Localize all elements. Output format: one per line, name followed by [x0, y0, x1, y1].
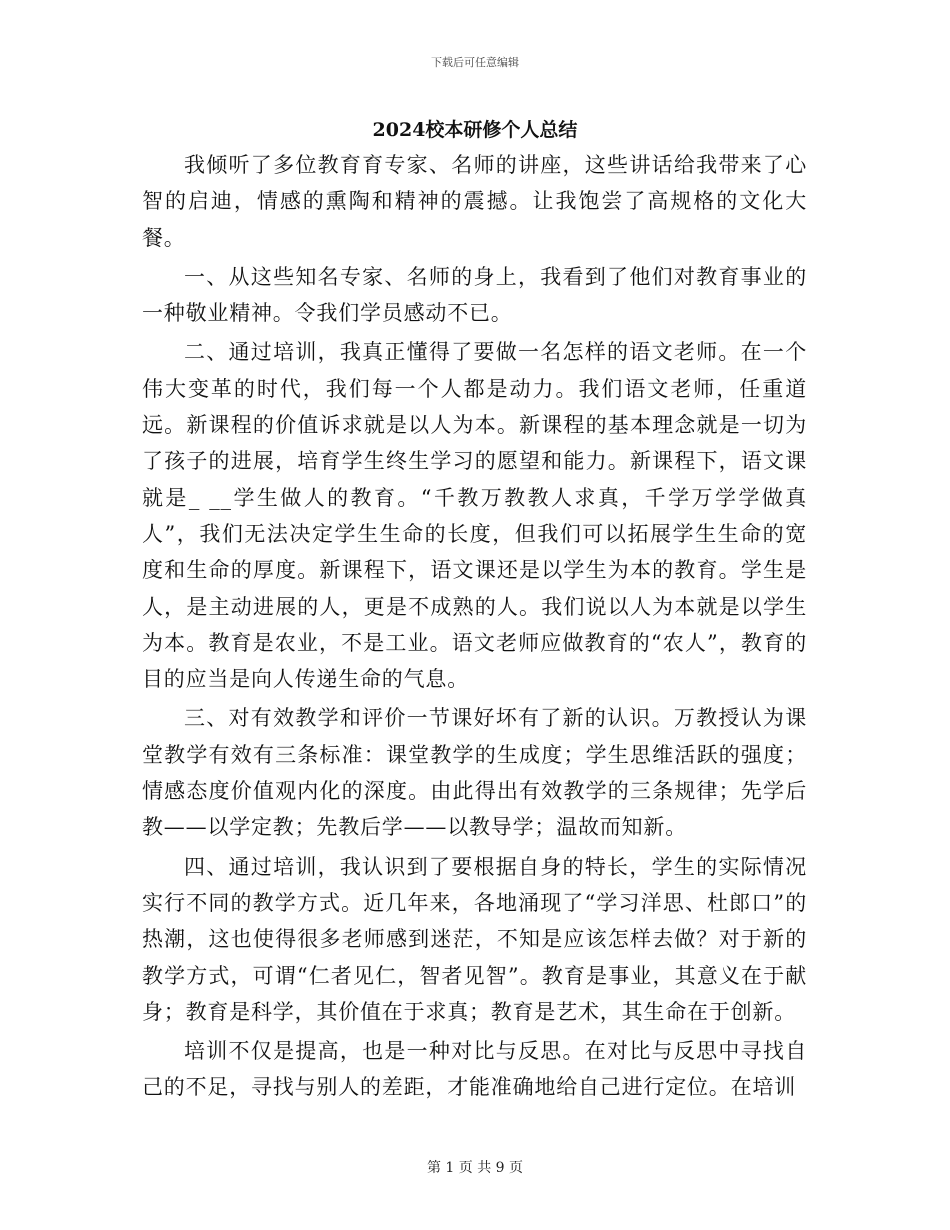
- paragraph-point-2: 二、通过培训，我真正懂得了要做一名怎样的语文老师。在一个伟大变革的时代，我们每一个人都是动力。我们语文老师，任重道远。新课程的价值诉求就是以人为本。新课程的基本理念就是一切为了孩子的进展，培育学生终生学习的愿望和能力。新课程下，语文课就是_ __学生做人的教育。“千教万教教人求真，千学万学学做真人”，我们无法决定学生生命的长度，但我们可以拓展学生生命的宽度和生命的厚度。新课程下，语文课还是以学生为本的教育。学生是人，是主动进展的人，更是不成熟的人。我们说以人为本就是以学生为本。教育是农业，不是工业。语文老师应做教育的“农人”，教育的目的应当是向人传递生命的气息。: [142, 340, 807, 692]
- page-footer: 第 1 页 共 9 页: [426, 1160, 524, 1176]
- paragraph-point-4: 四、通过培训，我认识到了要根据自身的特长，学生的实际情况实行不同的教学方式。近几年来，各地涌现了“学习洋思、杜郎口”的热潮，这也使得很多老师感到迷茫，不知是应该怎样去做？对于新的教学方式，可谓“仁者见仁，智者见智”。教育是事业，其意义在于献身；教育是科学，其价值在于求真；教育是艺术，其生命在于创新。: [142, 854, 807, 1024]
- document-title: 2024校本研修个人总结: [372, 119, 578, 141]
- paragraph-intro: 我倾听了多位教育育专家、名师的讲座，这些讲话给我带来了心智的启迪，情感的熏陶和精神的震撼。让我饱尝了高规格的文化大餐。: [142, 153, 807, 250]
- page-header: 下载后可任意编辑: [431, 56, 519, 69]
- paragraph-point-1: 一、从这些知名专家、名师的身上，我看到了他们对教育事业的一种敬业精神。令我们学员感动不已。: [142, 264, 807, 326]
- paragraph-reflection: 培训不仅是提高，也是一种对比与反思。在对比与反思中寻找自己的不足，寻找与别人的差距，才能准确地给自己进行定位。在培训: [142, 1039, 807, 1100]
- paragraph-point-3: 三、对有效教学和评价一节课好坏有了新的认识。万教授认为课堂教学有效有三条标准：课堂教学的生成度；学生思维活跃的强度；情感态度价值观内化的深度。由此得出有效教学的三条规律；先学后教——以学定教；先教后学——以教导学；温故而知新。: [142, 706, 807, 840]
- document-body: [142, 147, 807, 1106]
